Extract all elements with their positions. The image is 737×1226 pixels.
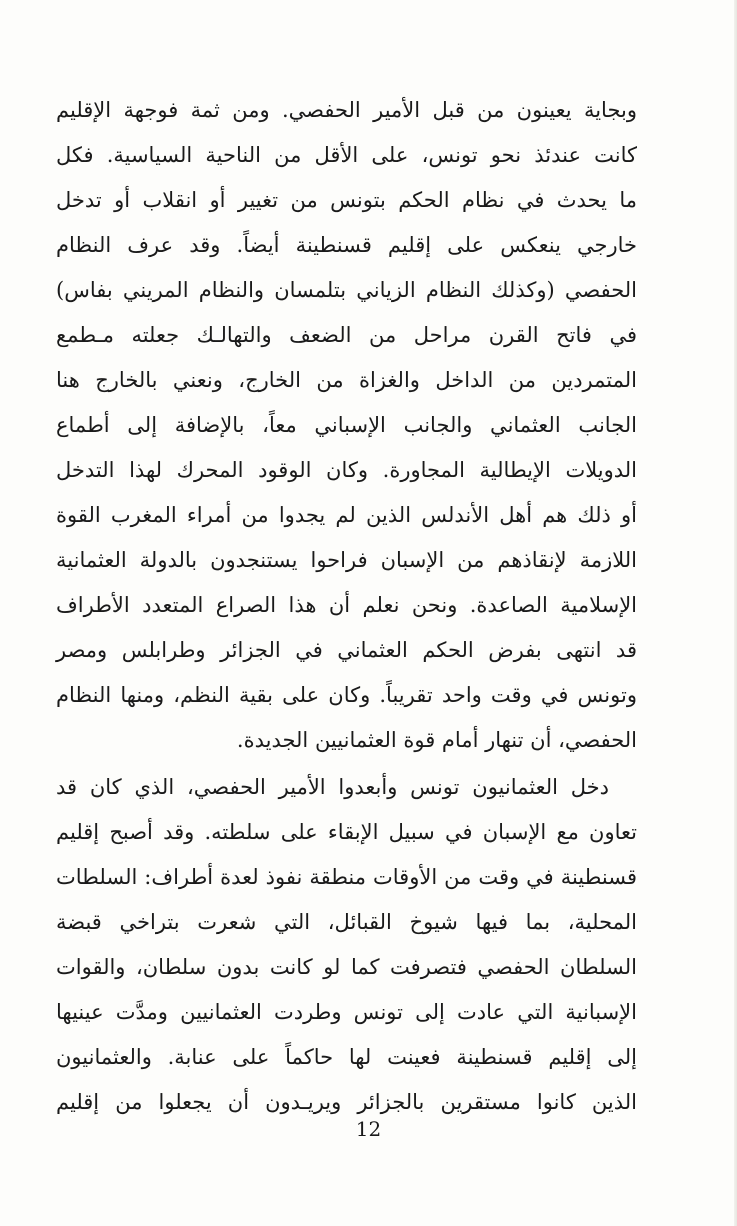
text-line: الجانب العثماني والجانب الإسباني معاً، بالإضافة إلى أطماع [56,413,637,437]
text-line: أو ذلك هم أهل الأندلس الذين لم يجدوا من أمراء المغرب القوة [56,503,637,527]
text-line: المتمردين من الداخل والغزاة من الخارج، ونعني بالخارج هنا [56,368,637,392]
text-line: السلطان الحفصي فتصرفت كما لو كانت بدون سلطان، والقوات [56,955,637,979]
text-line: الإسلامية الصاعدة. ونحن نعلم أن هذا الصراع المتعدد الأطراف [56,593,637,617]
text-line: وتونس في وقت واحد تقريباً. وكان على بقية النظم، ومنها النظام [56,683,637,707]
text-line: الدويلات الإيطالية المجاورة. وكان الوقود المحرك لهذا التدخل [56,458,637,482]
page-number: 12 [355,1117,382,1141]
paragraph-1 [56,88,637,763]
text-line: قد انتهى بفرض الحكم العثماني في الجزائر وطرابلس ومصر [56,638,637,662]
paragraph-2 [56,765,637,1125]
text-line: اللازمة لإنقاذهم من الإسبان فراحوا يستنجدون بالدولة العثمانية [56,548,637,572]
text-line: المحلية، بما فيها شيوخ القبائل، التي شعرت بتراخي قبضة [56,910,637,934]
text-line: قسنطينة في وقت من الأوقات منطقة نفوذ لعدة أطراف: السلطات [56,865,637,889]
text-line: وبجاية يعينون من قبل الأمير الحفصي. ومن ثمة فوجهة الإقليم [56,98,637,122]
text-line: دخل العثمانيون تونس وأبعدوا الأمير الحفصي، الذي كان قد [56,775,609,799]
text-line: كانت عندئذ نحو تونس، على الأقل من الناحية السياسية. فكل [56,143,637,167]
text-line: الحفصي، أن تنهار أمام قوة العثمانيين الجديدة. [236,728,637,752]
text-line: في فاتح القرن مراحل من الضعف والتهالـك جعلته مـطمع [56,323,637,347]
text-line: خارجي ينعكس على إقليم قسنطينة أيضاً. وقد عرف النظام [56,233,637,257]
text-line: الذين كانوا مستقرين بالجزائر ويريـدون أن يجعلوا من إقليم [56,1090,637,1114]
text-line: تعاون مع الإسبان في سبيل الإبقاء على سلطته. وقد أصبح إقليم [56,820,637,844]
text-line: الحفصي (وكذلك النظام الزياني بتلمسان والنظام المريني بفاس) [56,278,637,302]
text-line: إلى إقليم قسنطينة فعينت لها حاكماً على عنابة. والعثمانيون [56,1045,637,1069]
body-text [56,88,637,1125]
text-line: ما يحدث في نظام الحكم بتونس من تغيير أو انقلاب أو تدخل [56,188,637,212]
text-line: الإسبانية التي عادت إلى تونس وطردت العثمانيين ومدَّت عينيها [56,1000,637,1024]
